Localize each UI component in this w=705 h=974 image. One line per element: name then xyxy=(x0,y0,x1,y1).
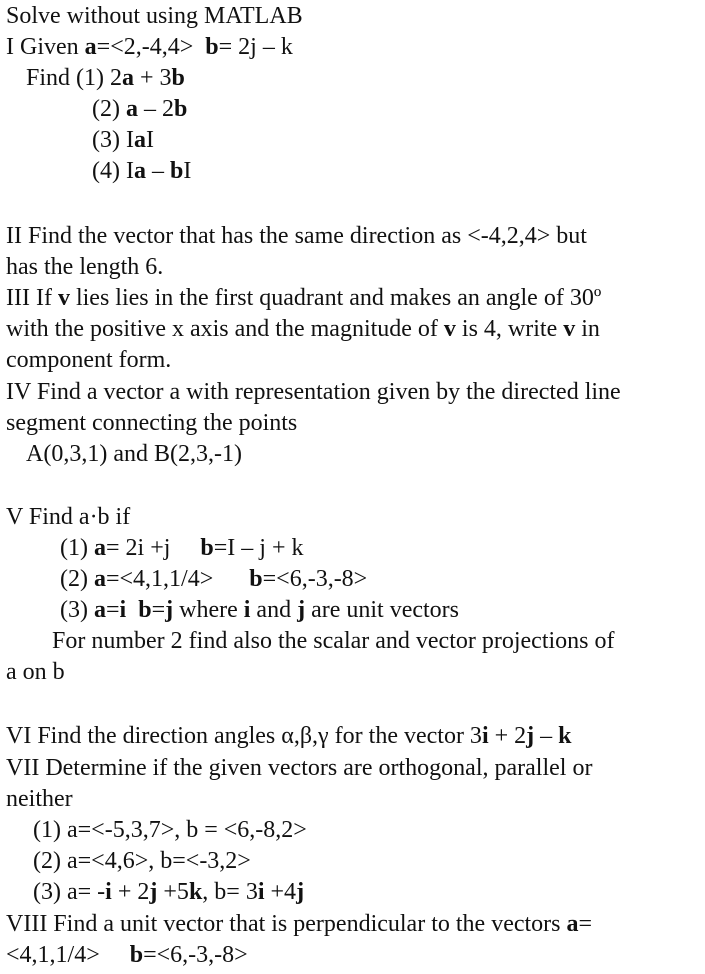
unit-vector-k: k xyxy=(558,723,572,749)
vector-b: b xyxy=(200,535,214,561)
section-2-line-1 xyxy=(6,222,587,253)
vector-a: a xyxy=(125,96,138,122)
text: segment connecting the points xyxy=(6,410,298,436)
section-4-line-3 xyxy=(26,440,242,471)
text: =<6,-3,-8> xyxy=(262,566,368,592)
section-7-part-3 xyxy=(33,878,304,909)
text: (3) I xyxy=(92,127,134,153)
vector-a: a xyxy=(122,65,134,91)
unit-vector-j: j xyxy=(149,879,158,905)
title-text: Solve without using MATLAB xyxy=(6,3,303,29)
section-5-part-3 xyxy=(60,596,459,627)
text: VI Find the direction angles α,β,γ for the vector 3 xyxy=(6,723,482,749)
text: For number 2 find also the scalar and vector projections of xyxy=(52,628,615,654)
section-7-part-1 xyxy=(33,816,307,847)
section-5-note-line-2 xyxy=(6,658,65,689)
section-5-note-line-1 xyxy=(52,627,615,658)
text: (1) xyxy=(60,535,94,561)
text: III If xyxy=(6,285,58,311)
section-1-item-1 xyxy=(26,64,185,95)
section-7-line-2 xyxy=(6,785,73,816)
text: (1) a=<-5,3,7>, b = <6,-8,2> xyxy=(33,817,307,843)
text: neither xyxy=(6,786,73,812)
text: are unit vectors xyxy=(305,597,460,623)
text: I xyxy=(183,158,192,184)
unit-vector-j: j xyxy=(165,597,174,623)
text: I xyxy=(145,127,154,153)
text: has the length 6. xyxy=(6,254,164,280)
text: + 3 xyxy=(134,65,172,91)
text: = xyxy=(151,597,166,623)
unit-vector-j: j xyxy=(526,723,535,749)
vector-v: v xyxy=(57,285,70,311)
text: (2) xyxy=(60,566,94,592)
vector-b: b xyxy=(171,65,185,91)
unit-vector-k: k xyxy=(188,879,203,905)
text: I Given xyxy=(6,34,85,60)
section-3-line-3 xyxy=(6,346,171,377)
text: A(0,3,1) and B(2,3,-1) xyxy=(26,441,242,467)
text: – xyxy=(534,723,559,749)
unit-vector-i: i xyxy=(105,879,112,905)
text: V Find a·b if xyxy=(6,504,131,530)
section-4-line-2 xyxy=(6,409,297,440)
vector-v: v xyxy=(563,316,576,342)
section-4-line-1 xyxy=(6,378,621,409)
text: Find (1) 2 xyxy=(26,65,122,91)
text: <4,1,1/4> xyxy=(6,942,106,968)
text: (2) xyxy=(92,96,126,122)
vector-a: a xyxy=(133,127,146,153)
text: (3) a= - xyxy=(33,879,106,905)
vector-b: b xyxy=(249,566,263,592)
text: +4 xyxy=(264,879,297,905)
section-1-item-3 xyxy=(92,126,154,157)
section-2-line-2 xyxy=(6,253,163,284)
text: =<6,-3,-8> xyxy=(143,942,248,968)
text: = 2i +j xyxy=(105,535,171,561)
unit-vector-j: j xyxy=(296,879,305,905)
vector-b: b xyxy=(173,96,188,122)
text: =<4,1,1/4> xyxy=(105,566,214,592)
text: + 2 xyxy=(111,879,150,905)
vector-v: v xyxy=(443,316,456,342)
vector-a: a xyxy=(93,535,106,561)
text: VII Determine if the given vectors are orthogonal, parallel or xyxy=(6,755,593,781)
vector-a: a xyxy=(133,158,146,184)
document-title xyxy=(6,2,303,33)
text: = 2j – k xyxy=(218,34,293,60)
text: +5 xyxy=(157,879,189,905)
section-1-given xyxy=(6,33,293,64)
text: , b= 3 xyxy=(202,879,258,905)
text: =I – j + k xyxy=(213,535,304,561)
text: (3) xyxy=(60,597,94,623)
text: (2) a=<4,6>, b=<-3,2> xyxy=(33,848,251,874)
text: (4) I xyxy=(92,158,134,184)
text: =<2,-4,4> xyxy=(96,34,194,60)
unit-vector-i: i xyxy=(119,597,127,623)
section-3-line-1 xyxy=(6,284,601,315)
section-6 xyxy=(6,722,572,753)
text: + 2 xyxy=(488,723,527,749)
vector-a: a xyxy=(93,566,106,592)
vector-b: b xyxy=(129,942,144,968)
section-5-part-1 xyxy=(60,534,303,565)
text: = xyxy=(105,597,120,623)
unit-vector-i: i xyxy=(481,723,489,749)
section-5-part-2 xyxy=(60,565,367,596)
text: – 2 xyxy=(137,96,174,122)
section-1-item-2 xyxy=(92,95,187,126)
text: is 4, write xyxy=(455,316,564,342)
text: = xyxy=(578,911,593,937)
vector-a: a xyxy=(566,911,579,937)
unit-vector-j: j xyxy=(297,597,306,623)
text: IV Find a vector a with representation given by the directed line xyxy=(6,379,621,405)
text: – xyxy=(145,158,170,184)
section-8-line-2 xyxy=(6,941,248,972)
text: with the positive x axis and the magnitude of xyxy=(6,316,444,342)
vector-b: b xyxy=(138,597,152,623)
vector-a: a xyxy=(84,34,97,60)
text: VIII Find a unit vector that is perpendicular to the vectors xyxy=(6,911,567,937)
text: where xyxy=(173,597,244,623)
text: and xyxy=(250,597,298,623)
unit-vector-i: i xyxy=(257,879,265,905)
vector-b: b xyxy=(205,34,219,60)
section-8-line-1 xyxy=(6,910,592,941)
text: II Find the vector that has the same direction as <-4,2,4> but xyxy=(6,223,587,249)
section-7-line-1 xyxy=(6,754,592,785)
text: lies lies in the first quadrant and makes an angle of 30º xyxy=(69,285,602,311)
text: in xyxy=(575,316,600,342)
unit-vector-i: i xyxy=(243,597,251,623)
vector-a: a xyxy=(93,597,106,623)
text: a on b xyxy=(6,659,65,685)
section-1-item-4 xyxy=(92,157,191,188)
vector-b: b xyxy=(169,158,184,184)
section-3-line-2 xyxy=(6,315,600,346)
section-7-part-2 xyxy=(33,847,251,878)
section-5-heading xyxy=(6,503,130,534)
text: component form. xyxy=(6,347,172,373)
